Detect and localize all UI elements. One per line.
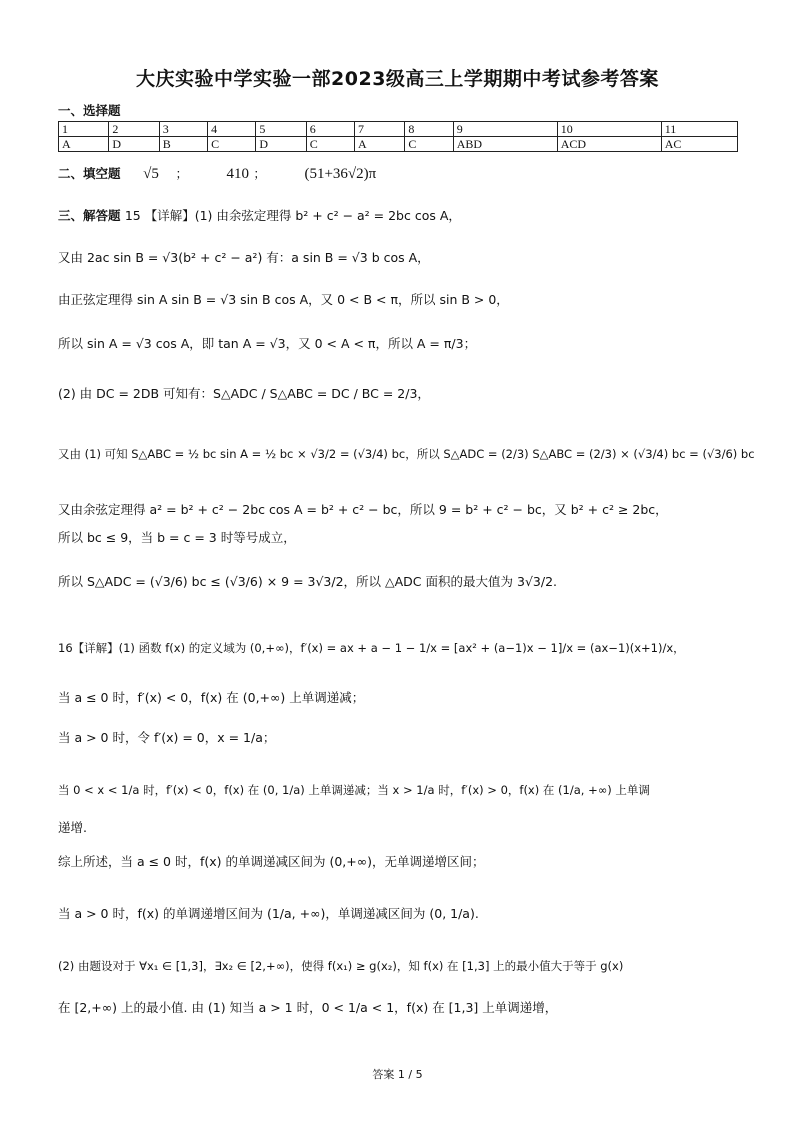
table-cell: C xyxy=(405,137,453,152)
solution-text: 所以 S△ADC = (√3/6) bc ≤ (√3/6) × 9 = 3√3/2，所以 △ADC 面积的最大值为 3√3/2. xyxy=(58,574,557,589)
q15-line-6 xyxy=(58,446,755,462)
solution-text: 综上所述，当 a ≤ 0 时，f(x) 的单调递减区间为 (0,+∞)，无单调递增区间； xyxy=(58,854,485,869)
q16-line-2 xyxy=(58,688,364,706)
table-cell: 2 xyxy=(109,122,159,137)
table-cell: 8 xyxy=(405,122,453,137)
q16-line-5 xyxy=(58,818,87,836)
solution-text: 递增. xyxy=(58,820,87,835)
table-cell: 3 xyxy=(159,122,207,137)
q15-line-2 xyxy=(58,248,430,266)
separator: ； xyxy=(175,166,188,181)
table-cell: 4 xyxy=(208,122,256,137)
q15-line-1 xyxy=(58,206,461,224)
solution-text: 当 a ≤ 0 时，f′(x) < 0，f(x) 在 (0,+∞) 上单调递减； xyxy=(58,690,365,705)
solution-text: (2) 由题设对于 ∀x₁ ∈ [1,3]，∃x₂ ∈ [2,+∞)，使得 f(x₁) ≥ g(x₂)，知 f(x) 在 [1,3] 上的最小值大于等于 g(x) xyxy=(58,959,624,973)
solution-text: 又由 (1) 可知 S△ABC = ½ bc sin A = ½ bc × √3/2 = (√3/4) bc，所以 S△ADC = (2/3) S△ABC = (2/3) × (√3/4) bc = (√3/6) bc xyxy=(58,447,755,461)
separator: ； xyxy=(253,166,266,181)
table-cell: ACD xyxy=(557,137,661,152)
table-cell: C xyxy=(306,137,354,152)
q16-line-1 xyxy=(58,640,685,656)
solution-text: 所以 bc ≤ 9，当 b = c = 3 时等号成立， xyxy=(58,530,296,545)
q16-line-4 xyxy=(58,782,650,798)
q15-line-9 xyxy=(58,572,557,590)
solution-text: 在 [2,+∞) 上的最小值. 由 (1) 知当 a > 1 时，0 < 1/a < 1，f(x) 在 [1,3] 上单调递增， xyxy=(58,1000,558,1015)
table-cell: 10 xyxy=(557,122,661,137)
table-cell: B xyxy=(159,137,207,152)
choice-answer-table xyxy=(58,121,738,152)
table-cell: 6 xyxy=(306,122,354,137)
q15-line-8 xyxy=(58,528,296,546)
table-row xyxy=(59,122,738,137)
section2-line xyxy=(58,164,376,183)
table-cell: AC xyxy=(661,137,737,152)
table-row xyxy=(59,137,738,152)
solution-text: 当 a > 0 时，令 f′(x) = 0，x = 1/a； xyxy=(58,730,276,745)
solution-text: (2) 由 DC = 2DB 可知有：S△ADC / S△ABC = DC / BC = 2/3， xyxy=(58,386,430,401)
table-cell: A xyxy=(355,137,405,152)
table-cell: 11 xyxy=(661,122,737,137)
q16-line-9 xyxy=(58,998,557,1016)
table-cell: A xyxy=(59,137,109,152)
section2-heading: 二、填空题 xyxy=(58,166,121,181)
q15-line-7 xyxy=(58,500,668,518)
q16-line-3 xyxy=(58,728,275,746)
table-cell: D xyxy=(256,137,306,152)
q15-line-5 xyxy=(58,384,430,402)
q16-line-6 xyxy=(58,852,485,870)
solution-text: 又由余弦定理得 a² = b² + c² − 2bc cos A = b² + c² − bc，所以 9 = b² + c² − bc，又 b² + c² ≥ 2bc， xyxy=(58,502,668,517)
answer-13: 410 xyxy=(226,166,250,182)
q15-line-4 xyxy=(58,334,476,352)
page-footer: 答案 1 / 5 xyxy=(372,1068,423,1081)
solution-text: 当 0 < x < 1/a 时，f′(x) < 0，f(x) 在 (0, 1/a) 上单调递减；当 x > 1/a 时，f′(x) > 0，f(x) 在 (1/a, +∞) 上单调 xyxy=(58,783,650,797)
page-title: 大庆实验中学实验一部2023级高三上学期期中考试参考答案 xyxy=(136,68,659,90)
solution-text: 16【详解】(1) 函数 f(x) 的定义域为 (0,+∞)，f′(x) = ax + a − 1 − 1/x = [ax² + (a−1)x − 1]/x = (ax−1)(x+1)/x， xyxy=(58,641,685,655)
answer-12: √5 xyxy=(143,166,159,182)
table-cell: 5 xyxy=(256,122,306,137)
table-cell: D xyxy=(109,137,159,152)
solution-text: 15 【详解】(1) 由余弦定理得 b² + c² − a² = 2bc cos A， xyxy=(124,208,461,223)
q15-line-3 xyxy=(58,290,509,308)
table-cell: 9 xyxy=(453,122,557,137)
table-cell: 7 xyxy=(355,122,405,137)
table-cell: C xyxy=(208,137,256,152)
q16-line-8 xyxy=(58,958,623,974)
section1-heading: 一、选择题 xyxy=(58,103,121,118)
table-cell: ABD xyxy=(453,137,557,152)
solution-text: 当 a > 0 时，f(x) 的单调递增区间为 (1/a, +∞)，单调递减区间为 (0, 1/a). xyxy=(58,906,479,921)
q16-line-7 xyxy=(58,904,479,922)
answer-14: (51+36√2)π xyxy=(304,166,377,182)
table-cell: 1 xyxy=(59,122,109,137)
section3-heading: 三、解答题 xyxy=(58,208,121,223)
solution-text: 又由 2ac sin B = √3(b² + c² − a²) 有：a sin B = √3 b cos A， xyxy=(58,250,430,265)
solution-text: 所以 sin A = √3 cos A，即 tan A = √3，又 0 < A < π，所以 A = π/3； xyxy=(58,336,477,351)
solution-text: 由正弦定理得 sin A sin B = √3 sin B cos A，又 0 < B < π，所以 sin B > 0， xyxy=(58,292,509,307)
